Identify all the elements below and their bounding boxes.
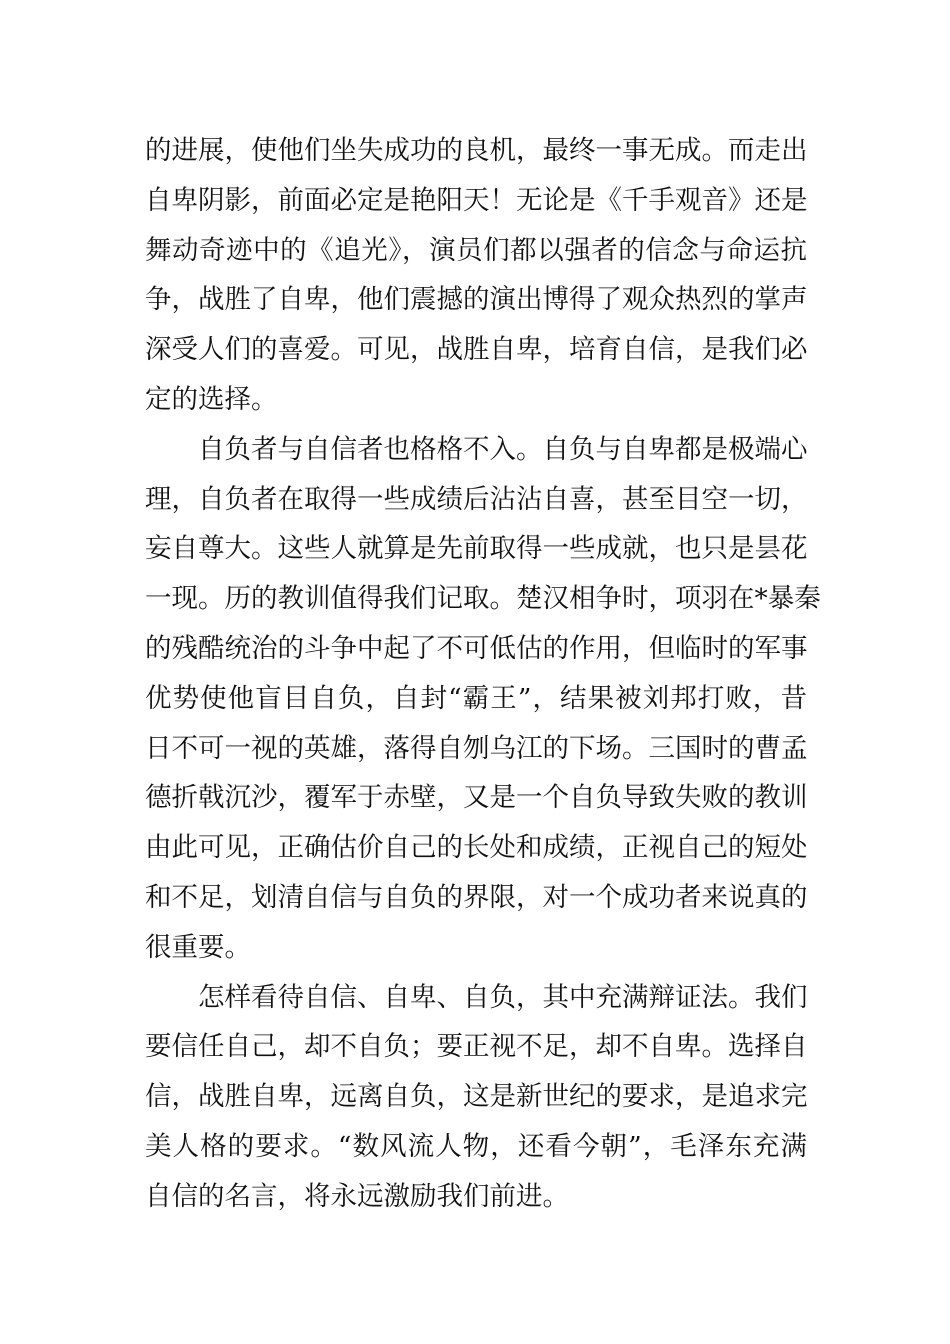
- text-line: 深受人们的喜爱。可见，战胜自卑，培育自信，是我们必: [145, 334, 808, 366]
- paragraph-3: [145, 973, 807, 1222]
- text-line: 一现。历的教训值得我们记取。楚汉相争时，项羽在*暴秦: [145, 583, 821, 615]
- text-line: 的残酷统治的斗争中起了不可低估的作用，但临时的军事: [145, 632, 808, 664]
- paragraph-1: [145, 126, 807, 425]
- text-line: 怎样看待自信、自卑、自负，其中充满辩证法。我们: [198, 981, 808, 1013]
- text-line: 由此可见，正确估价自己的长处和成绩，正视自己的短处: [145, 832, 808, 864]
- document-body: [145, 126, 821, 1222]
- text-line: 自负者与自信者也格格不入。自负与自卑都是极端心: [198, 433, 808, 465]
- text-line: 定的选择。: [145, 383, 278, 415]
- text-line: 争，战胜了自卑，他们震撼的演出博得了观众热烈的掌声: [145, 284, 808, 316]
- text-line: 和不足，划清自信与自负的界限，对一个成功者来说真的: [145, 881, 808, 913]
- text-line: 美人格的要求。“数风流人物，还看今朝”，毛泽东充满: [145, 1130, 807, 1162]
- text-line: 自卑阴影，前面必定是艳阳天！无论是《千手观音》还是: [145, 184, 808, 216]
- text-line: 信，战胜自卑，远离自负，这是新世纪的要求，是追求完: [145, 1081, 808, 1113]
- paragraph-2: [145, 425, 821, 973]
- text-line: 日不可一视的英雄，落得自刎乌江的下场。三国时的曹孟: [145, 732, 808, 764]
- text-line: 舞动奇迹中的《追光》，演员们都以强者的信念与命运抗: [145, 234, 807, 266]
- text-line: 德折戟沉沙，覆军于赤壁，又是一个自负导致失败的教训: [145, 782, 808, 814]
- text-line: 理，自负者在取得一些成绩后沾沾自喜，甚至目空一切，: [145, 483, 808, 515]
- text-line: 很重要。: [145, 931, 251, 963]
- text-line: 妄自尊大。这些人就算是先前取得一些成就，也只是昙花: [145, 533, 808, 565]
- text-line: 的进展，使他们坐失成功的良机，最终一事无成。而走出: [145, 135, 808, 166]
- text-line: 自信的名言，将永远激励我们前进。: [145, 1180, 569, 1212]
- text-line: 要信任自己，却不自负；要正视不足，却不自卑。选择自: [145, 1031, 808, 1063]
- text-line: 优势使他盲目自负，自封“霸王”，结果被刘邦打败，昔: [145, 682, 807, 714]
